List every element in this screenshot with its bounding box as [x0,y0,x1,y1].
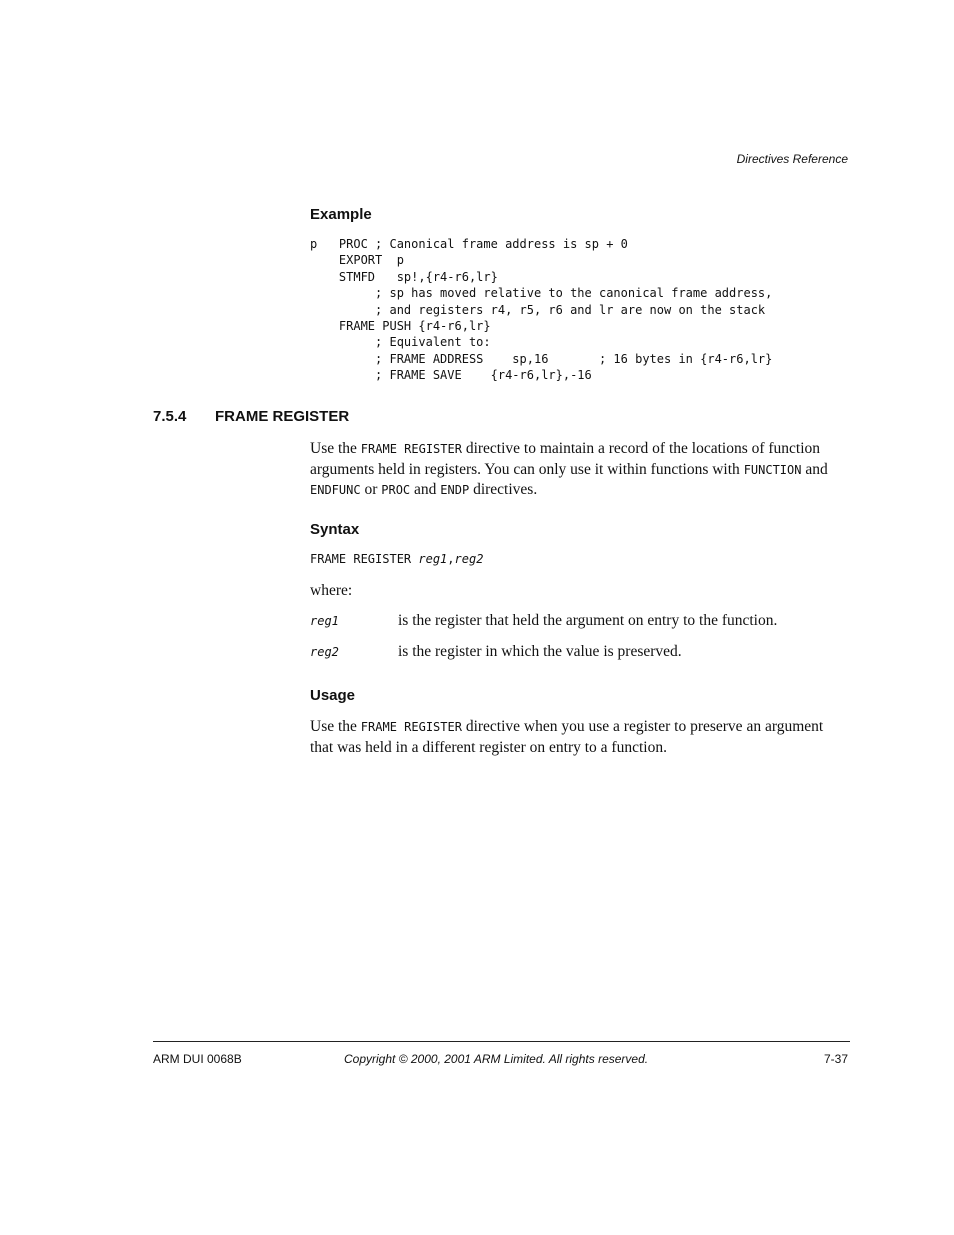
intro-paragraph: Use the FRAME REGISTER directive to maintain a record of the locations of function arguments held in registers. You can only use it within functions with FUNCTION and ENDFUNC or PROC and ENDP directives. [310,440,828,498]
inline-code: ENDP [440,483,470,497]
running-header: Directives Reference [736,152,848,166]
footer-divider [153,1041,850,1042]
param-name: reg1 [310,614,339,628]
section-number: 7.5.4 [153,408,187,425]
param-description: is the register in which the value is preserved. [398,643,682,660]
inline-code: FUNCTION [743,462,802,477]
section-title: FRAME REGISTER [215,408,350,425]
inline-code: FRAME REGISTER [360,442,462,456]
example-heading: Example [310,206,372,223]
where-label: where: [310,582,353,599]
inline-code: ENDFUNC [310,483,361,497]
footer-copyright: Copyright © 2000, 2001 ARM Limited. All rights reserved. [344,1052,649,1066]
syntax-arg: reg2 [454,552,484,566]
usage-heading: Usage [310,687,356,704]
example-code-block: p PROC ; Canonical frame address is sp + 0 EXPORT p STMFD sp!,{r4-r6,lr} ; sp has moved relative to the canonical frame address, ; and registers r4, r5, r6 and lr are now on the stack FRAME PUSH {r4-r6,lr} ; Equivalent to: ; FRAME ADDRESS sp,16 ; 16 bytes in {r4-r6,lr} ; FRAME SAVE {r4-r6,lr},-16 [310,237,773,383]
footer-doc-id: ARM DUI 0068B [153,1052,242,1066]
usage-paragraph: Use the FRAME REGISTER directive when you use a register to preserve an argument that was held in a different register on entry to a function. [310,718,824,756]
syntax-code: FRAME REGISTER reg1,reg2 [310,552,484,566]
syntax-arg: reg1 [418,552,448,566]
footer-page-number: 7-37 [823,1052,848,1066]
syntax-heading: Syntax [310,521,360,538]
param-name: reg2 [310,645,339,659]
inline-code: PROC [381,483,411,497]
param-description: is the register that held the argument on entry to the function. [398,612,778,629]
inline-code: FRAME REGISTER [360,720,462,734]
